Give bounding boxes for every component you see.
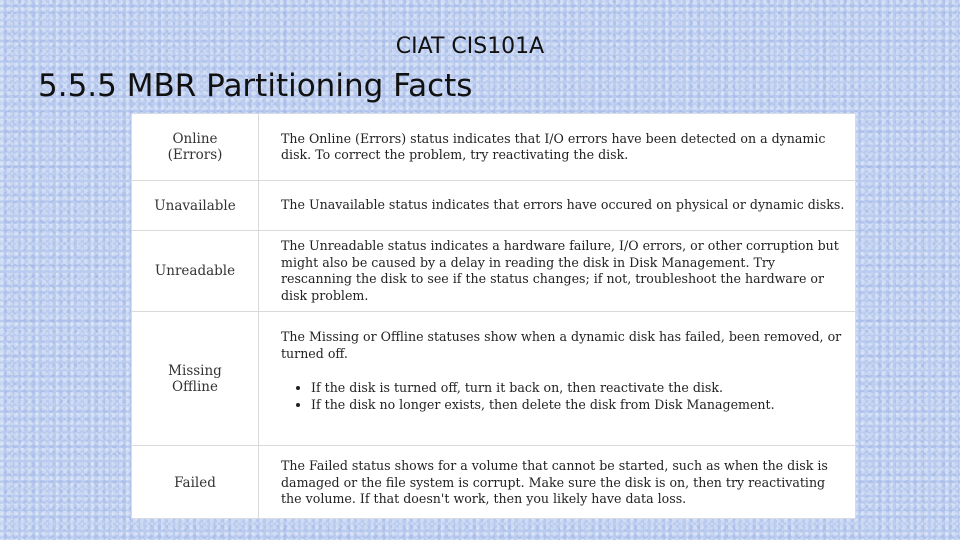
status-label-failed: Failed: [132, 446, 259, 519]
slide-header: CIAT CIS101A: [395, 34, 545, 59]
status-description: [259, 312, 855, 445]
table-row: [132, 114, 855, 181]
status-description-text: The Missing or Offline statuses show when a dynamic disk has failed, been removed, or turned off.: [281, 329, 842, 361]
status-description-text: The Unavailable status indicates that errors have occured on physical or dynamic disks.: [281, 197, 845, 213]
status-description: [259, 231, 855, 311]
status-description-text: The Online (Errors) status indicates that I/O errors have been detected on a dynamic disk. To correct the problem, try reactivating the disk.: [281, 130, 826, 162]
table-row: [132, 231, 855, 312]
action-list-item: • If the disk no longer exists, then delete the disk from Disk Management.: [311, 397, 847, 414]
action-list-item: • If the disk is turned off, turn it back on, then reactivate the disk.: [311, 380, 847, 397]
status-label-missing-offline: Missing Offline: [132, 312, 259, 445]
table-row: [132, 312, 855, 446]
status-label-online-errors: Online (Errors): [132, 114, 259, 180]
status-description: [259, 181, 855, 230]
table-row: [132, 181, 855, 231]
status-description-text: The Unreadable status indicates a hardware failure, I/O errors, or other corruption but might also be caused by a delay in reading the disk in Disk Management. Try rescanning the disk to see if the status changes; if not, troubleshoot the hardware or disk problem.: [281, 238, 839, 303]
status-table: [131, 113, 856, 519]
table-row: [132, 446, 855, 519]
status-description: [259, 114, 855, 180]
slide-title: 5.5.5 MBR Partitioning Facts: [38, 68, 473, 104]
status-label-unavailable: Unavailable: [132, 181, 259, 230]
action-list: [281, 380, 847, 413]
status-label-unreadable: Unreadable: [132, 231, 259, 311]
status-description: [259, 446, 855, 519]
status-description-text: The Failed status shows for a volume that cannot be started, such as when the disk is damaged or the file system is corrupt. Make sure the disk is on, then try reactivating the volume. If that doesn't work, then you likely have data loss.: [281, 458, 828, 507]
